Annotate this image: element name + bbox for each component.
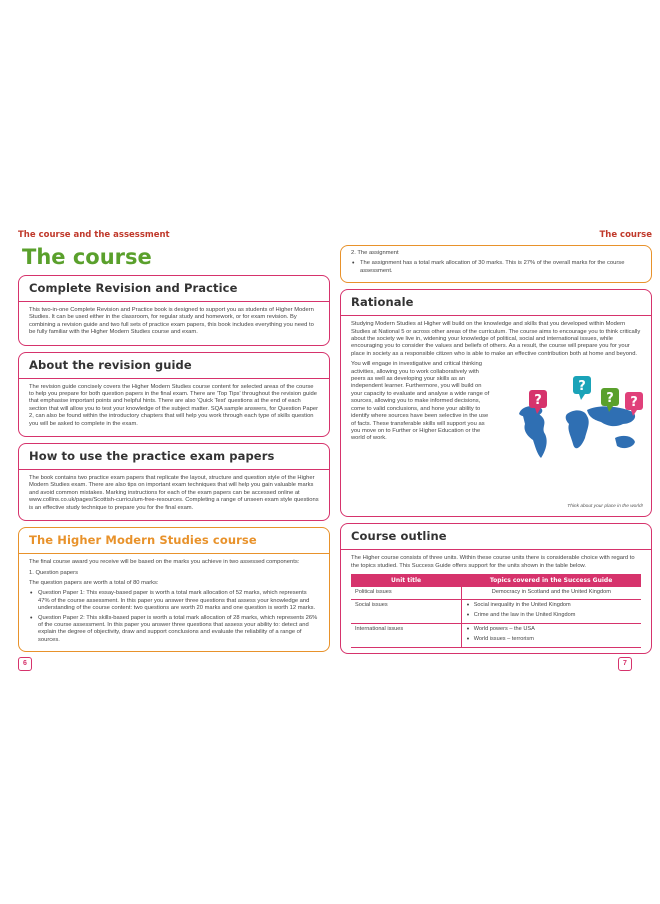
guide-box-body: [19, 379, 329, 436]
assignment-list: [351, 260, 641, 275]
higher-course-intro: The final course award you receive will be based on the marks you achieve in two assessed components:: [29, 559, 300, 566]
column-header-topics: Topics covered in the Success Guide: [461, 574, 641, 587]
unit-cell: Political issues: [351, 587, 461, 599]
svg-text:?: ?: [606, 391, 614, 407]
table-row: [351, 587, 641, 599]
practice-box: [18, 443, 330, 521]
page-number-right: 7: [618, 657, 632, 671]
topic-item: • Social inequality in the United Kingdom: [466, 602, 637, 610]
course-outline-box-header: [341, 524, 651, 550]
list-item: • Question Paper 2: This skills-based paper is worth a total mark allocation of 28 marks, which represents 26% of the course assessment. In this paper you answer three questions that assess your ability to: detect and explain the degree of objectivity, draw and support conclusions and evaluate the reliability of a range of sources.: [29, 615, 319, 645]
rationale-box-body: [341, 316, 651, 516]
map-americas: [523, 413, 547, 459]
topic-item: • World powers – the USA: [466, 626, 637, 634]
question-papers-list: [29, 590, 319, 644]
higher-course-box-header: [19, 528, 329, 554]
practice-box-body: [19, 470, 329, 520]
question-papers-label: 1. Question papers: [29, 569, 78, 576]
guide-box-header: [19, 353, 329, 379]
page-title: The course: [22, 245, 152, 269]
map-europe-africa: [566, 411, 589, 449]
practice-heading: How to use the practice exam papers: [29, 449, 275, 464]
revision-heading: Complete Revision and Practice: [29, 281, 238, 295]
topics-cell: [461, 600, 641, 624]
question-papers-total: The question papers are worth a total of 80 marks:: [29, 579, 159, 586]
topic-item: • World issues – terrorism: [466, 636, 637, 644]
assignment-box-body: [341, 246, 651, 282]
table-row: [351, 624, 641, 648]
assignment-label: 2. The assignment: [351, 250, 399, 256]
world-map-illustration: [515, 374, 645, 466]
revision-box-header: [19, 276, 329, 302]
higher-course-heading: The Higher Modern Studies course: [29, 533, 257, 548]
revision-paragraph: This two-in-one Complete Revision and Practice book is designed to support you as students of Higher Modern Studies. It can be used either in the classroom, for regular study and homework, or for exam revision. By combining a revision guide and two full sets of practice exam papers, this book includes everything you need to be fully familiar with the Higher Modern Studies course and exam.: [29, 307, 314, 336]
higher-course-box: [18, 527, 330, 652]
map-australia: [615, 436, 635, 448]
practice-paragraph: The book contains two practice exam papers that replicate the layout, structure and question style of the Higher Modern Studies exam. There are also tips on important exam techniques that will help you gain valuable marks and avoid common mistakes. Marking instructions for each of the exam papers can be accessed online at www.collins.co.uk/pages/Scottish-curriculum-free-resources. Completing a range of unseen exam style questions is an effective study technique to prepare you for the final exam.: [29, 475, 319, 511]
left-page: [18, 230, 330, 658]
rationale-box-header: [341, 290, 651, 316]
revision-box-body: [19, 302, 329, 345]
revision-box: [18, 275, 330, 346]
guide-heading: About the revision guide: [29, 357, 192, 372]
rationale-paragraph-1: Studying Modern Studies at Higher will build on the knowledge and skills that you developed within Modern Studies at National 5 or across other areas of the curriculum. The course aims to encourage you to think critically about the society we live in, widening your knowledge of political, social and international issues, while encouraging you to consider the values and beliefs of others. As a result, the course will prepare you for your place in society as a responsible citizen who is able to make an effective contribution both at home and beyond.: [351, 321, 641, 357]
higher-course-box-body: [19, 554, 329, 651]
svg-text:?: ?: [630, 395, 638, 411]
unit-cell: International issues: [351, 624, 461, 648]
rationale-box: [340, 289, 652, 517]
column-header-unit: Unit title: [351, 574, 461, 587]
course-outline-paragraph: The Higher course consists of three units. Within these course units there is considerable choice with regard to the topics studied. This Success Guide offers support for the units shown in the table below.: [351, 555, 635, 569]
svg-text:?: ?: [578, 379, 586, 395]
topics-cell: Democracy in Scotland and the United Kingdom: [461, 587, 641, 599]
question-bubble-teal: [573, 376, 591, 400]
course-outline-box: [340, 523, 652, 654]
units-table: [351, 574, 641, 648]
assignment-box: [340, 245, 652, 283]
topics-cell: [461, 624, 641, 648]
course-outline-box-body: [341, 550, 651, 653]
course-outline-heading: Course outline: [351, 529, 447, 544]
running-head-right: The course: [599, 230, 652, 240]
list-item: • Question Paper 1: This essay-based paper is worth a total mark allocation of 52 marks, which represents 47% of the course assessment. In this paper you answer three questions that assess your knowledge and understanding of the course content: two questions are worth 20 marks and one question is worth 12 marks.: [29, 590, 319, 612]
page-number-left: 6: [18, 657, 32, 671]
table-header-row: [351, 574, 641, 587]
topic-item: • Crime and the law in the United Kingdom: [466, 612, 637, 620]
rationale-heading: Rationale: [351, 295, 414, 310]
unit-cell: Social issues: [351, 600, 461, 624]
running-head-left: The course and the assessment: [18, 230, 170, 240]
guide-paragraph: The revision guide concisely covers the Higher Modern Studies course content for selected areas of the course to help you prepare for both question papers in the final exam. There are 'Top Tips' throughout the revision guide that emphasise important points and helpful hints. There are also 'Quick Test' questions at the end of each section that will allow you to test your knowledge of the subject matter. SQA sample answers, for Question Paper 2, can also be found within the introductory chapters that will help you work through each type of skills question you will be asked to complete in the exam.: [29, 383, 319, 427]
guide-box: [18, 352, 330, 437]
right-page: [340, 230, 652, 660]
rationale-paragraph-2: You will engage in investigative and critical thinking activities, allowing you to work collaboratively with peers as well as developing your skills as an independent learner. Furthermore, you will build on your capacity to evaluate and analyse a wide range of sources, allowing you to make informed decisions, come to valid conclusions, and hone your ability to identify where sources have been selective in the use of facts. These transferable skills will support you as you move on to Further or Higher Education or the world of work.: [351, 361, 490, 442]
svg-text:?: ?: [534, 393, 542, 409]
table-row: [351, 600, 641, 624]
list-item: • The assignment has a total mark allocation of 30 marks. This is 27% of the overall marks for the course assessment.: [351, 260, 641, 275]
practice-box-header: [19, 444, 329, 470]
map-caption: Think about your place in the world!: [567, 503, 643, 509]
